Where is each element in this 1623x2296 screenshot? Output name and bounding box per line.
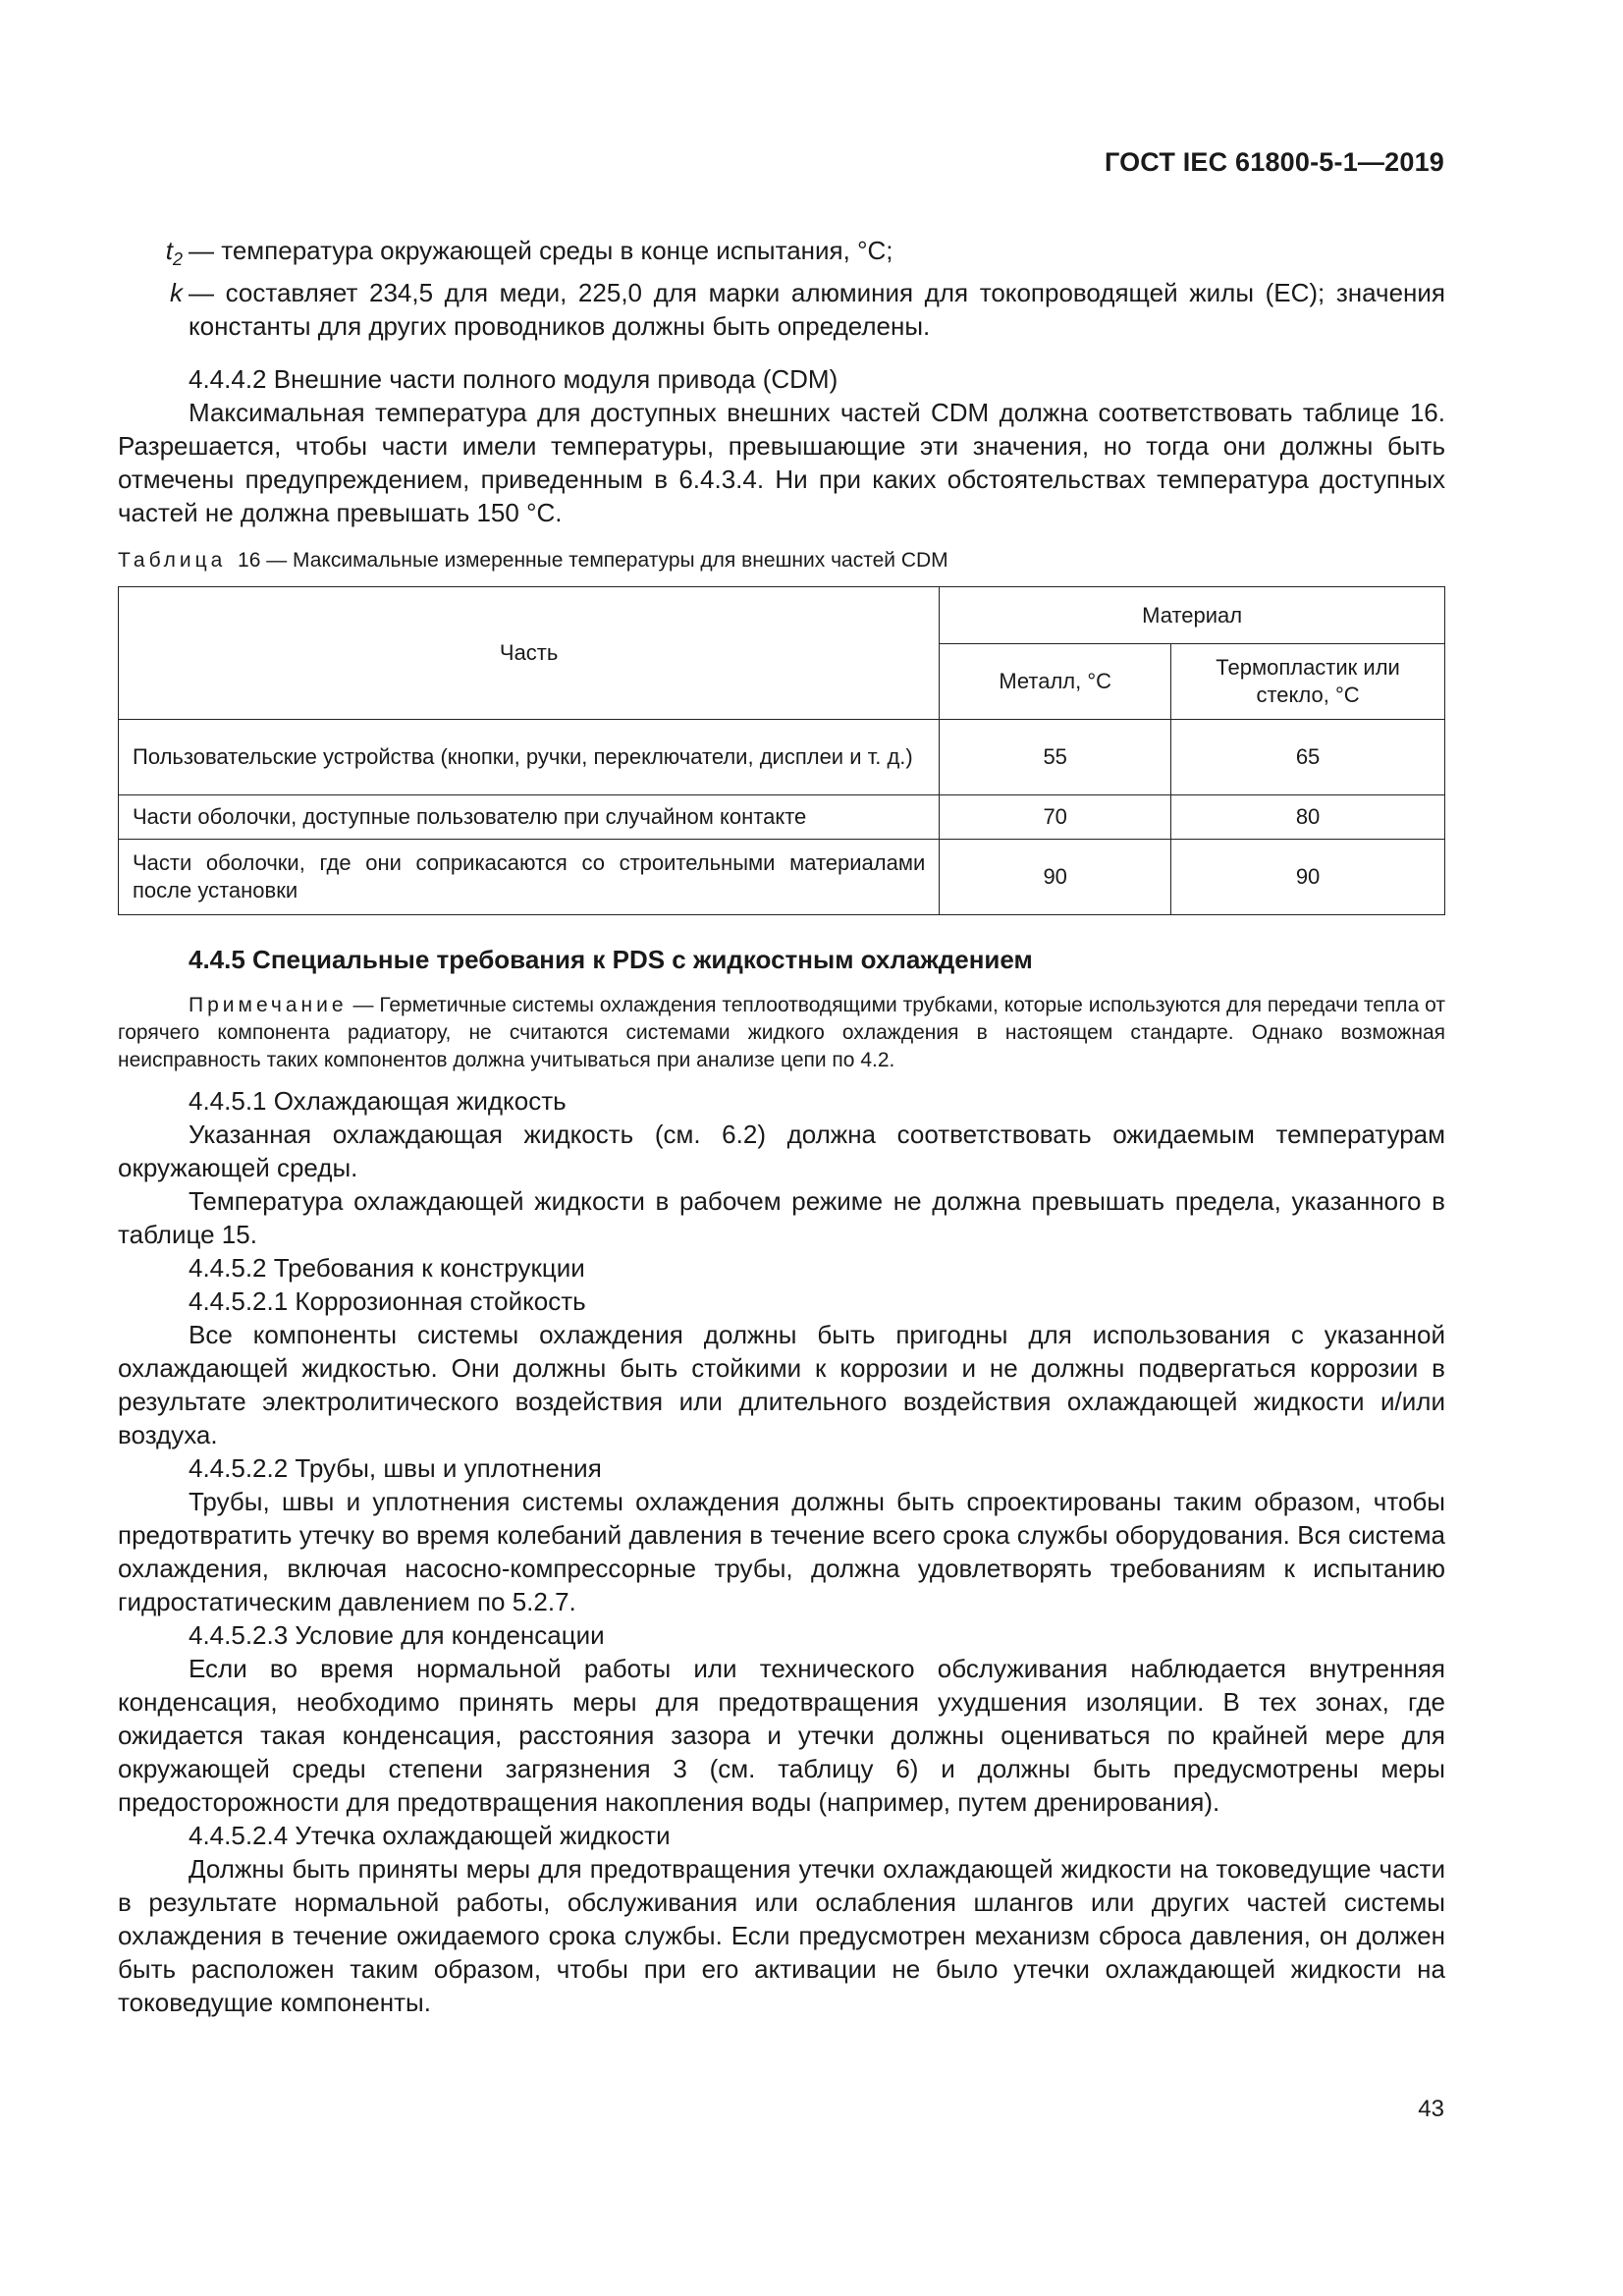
table-cell-metal: 70 (940, 795, 1171, 840)
paragraph-4-4-4-2: Максимальная температура для доступных внешних частей CDM должна соответствовать таблице 16. Разрешается, чтобы части имели температуры, превышающие эти значения, но тогда они должны быть отмечены предупреждением, приведенным в 6.4.3.4. Ни при каких обстоятельствах температура доступных частей не должна превышать 150 °С. (118, 398, 1445, 527)
table-cell-thermo: 90 (1171, 840, 1445, 915)
table-row (119, 720, 1445, 795)
heading-4-4-5-2: 4.4.5.2 Требования к конструкции (189, 1253, 585, 1283)
table-row (119, 795, 1445, 840)
table-cell-part: Пользовательские устройства (кнопки, ручки, переключатели, дисплеи и т. д.) (119, 720, 940, 795)
symbol-k: k (170, 278, 183, 307)
heading-4-4-5-2-1: 4.4.5.2.1 Коррозионная стойкость (189, 1286, 586, 1316)
table-header-metal: Металл, °С (940, 644, 1171, 720)
note-text: — Герметичные системы охлаждения теплоотводящими трубками, которые используются для передачи тепла от горячего компонента радиатору, не считаются системами жидкого охлаждения в настоящем стандарте. Однако возможная неисправность таких компонентов должна учитываться при анализе цепи по 4.2. (118, 994, 1445, 1071)
table-cell-metal: 55 (940, 720, 1171, 795)
note-label: Примечание (189, 994, 348, 1016)
heading-4-4-5-2-2: 4.4.5.2.2 Трубы, швы и уплотнения (189, 1453, 602, 1483)
table-caption-text: 16 — Максимальные измеренные температуры для внешних частей CDM (238, 549, 948, 572)
table-cell-thermo: 65 (1171, 720, 1445, 795)
heading-4-4-5-2-3: 4.4.5.2.3 Условие для конденсации (189, 1620, 605, 1650)
table-caption (118, 547, 1445, 574)
definition-t2 (118, 234, 1445, 276)
symbol-subscript: 2 (172, 249, 183, 269)
paragraph: Все компоненты системы охлаждения должны быть пригодны для использования с указанной охлаждающей жидкостью. Они должны быть стойкими к коррозии и не должны подвергаться коррозии в результате электролитического воздействия или длительного воздействия охлаждающей жидкости и/или воздуха. (118, 1320, 1445, 1449)
table-row (119, 840, 1445, 915)
paragraph: Если во время нормальной работы или технического обслуживания наблюдается внутренняя конденсация, необходимо принять меры для предотвращения ухудшения изоляции. В тех зонах, где ожидается такая конденсация, расстояния зазора и утечки должны оцениваться по крайней мере для окружающей среды степени загрязнения 3 (см. таблицу 6) и должны быть предусмотрены меры предосторожности для предотвращения накопления воды (например, путем дренирования). (118, 1654, 1445, 1817)
table-cell-part: Части оболочки, доступные пользователю при случайном контакте (119, 795, 940, 840)
table-cell-thermo: 80 (1171, 795, 1445, 840)
page-number: 43 (1418, 2096, 1444, 2122)
paragraph: Должны быть приняты меры для предотвращения утечки охлаждающей жидкости на токоведущие части в результате нормальной работы, обслуживания или ослабления шлангов или других частей системы охлаждения в течение ожидаемого срока службы. Если предусмотрен механизм сброса давления, он должен быть расположен таким образом, чтобы при его активации не было утечки охлаждающей жидкости на токоведущие компоненты. (118, 1854, 1445, 2017)
table-header-material: Материал (940, 587, 1445, 644)
symbol-t2: $t_2$ (165, 236, 183, 269)
table-cell-metal: 90 (940, 840, 1171, 915)
table-caption-label: Таблица (118, 549, 227, 572)
table-cell-part: Части оболочки, где они соприкасаются со строительными материалами после установки (119, 840, 940, 915)
definition-text: — составляет 234,5 для меди, 225,0 для марки алюминия для токопроводящей жилы (ЕС); значения константы для других проводников должны быть определены. (189, 278, 1445, 341)
paragraph: Температура охлаждающей жидкости в рабочем режиме не должна превышать предела, указанного в таблице 15. (118, 1186, 1445, 1249)
heading-4-4-5-1: 4.4.5.1 Охлаждающая жидкость (189, 1086, 567, 1116)
table-header-thermoplastic: Термопластик или стекло, °С (1171, 644, 1445, 720)
definition-text: — температура окружающей среды в конце испытания, °С; (189, 236, 893, 265)
paragraph: Трубы, швы и уплотнения системы охлаждения должны быть спроектированы таким образом, чтобы предотвратить утечку во время колебаний давления в течение всего срока службы оборудования. Вся система охлаждения, включая насосно-компрессорные трубы, должна удовлетворять требованиям к испытанию гидростатическим давлением по 5.2.7. (118, 1487, 1445, 1616)
heading-4-4-5: 4.4.5 Специальные требования к PDS с жидкостным охлаждением (189, 945, 1033, 974)
heading-4-4-5-2-4: 4.4.5.2.4 Утечка охлаждающей жидкости (189, 1821, 671, 1850)
document-body (118, 234, 1445, 2019)
table-header-part: Часть (119, 587, 940, 720)
note (118, 992, 1445, 1074)
table-16 (118, 586, 1445, 915)
paragraph: Указанная охлаждающая жидкость (см. 6.2) должна соответствовать ожидаемым температурам окружающей среды. (118, 1120, 1445, 1182)
document-header: ГОСТ IEC 61800-5-1—2019 (1104, 147, 1444, 177)
heading-4-4-4-2: 4.4.4.2 Внешние части полного модуля привода (CDM) (189, 364, 839, 394)
definition-k (118, 276, 1445, 343)
